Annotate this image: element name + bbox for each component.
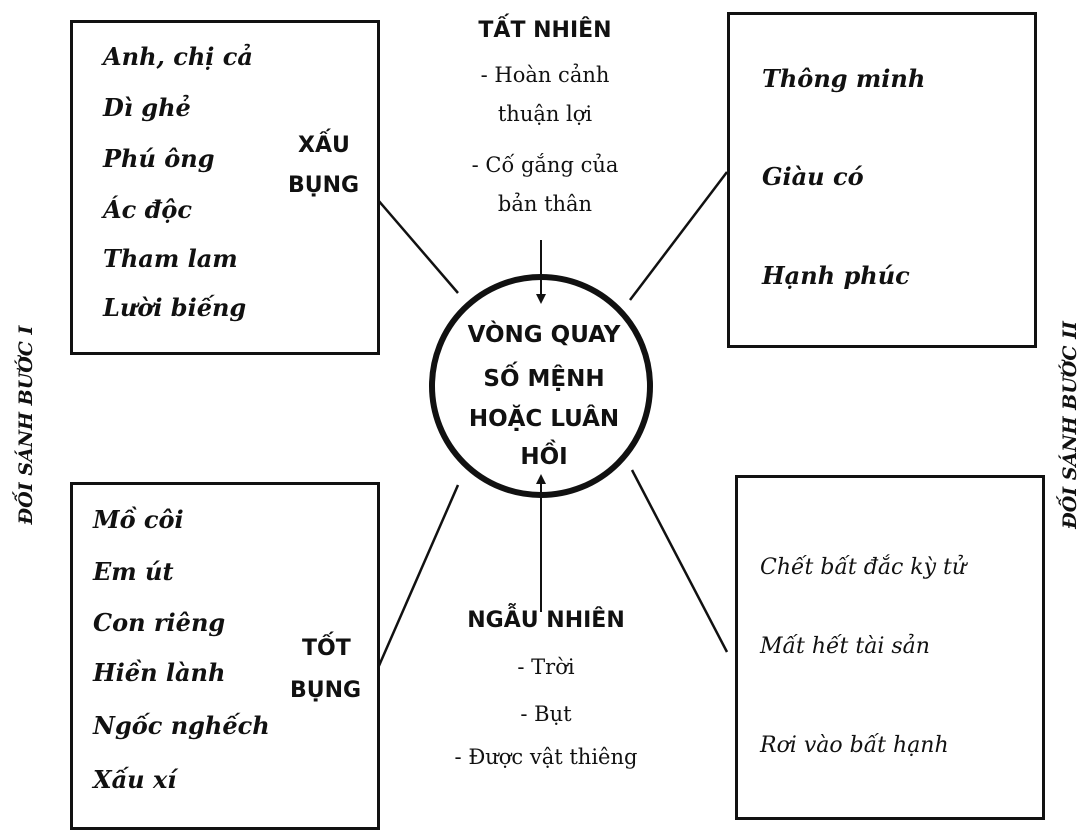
group-label: XẤU	[298, 133, 350, 158]
arrow-bottom-head	[536, 474, 546, 484]
list-item: Phú ông	[103, 144, 215, 173]
connector-bottom-left	[378, 485, 458, 668]
center-line: HOẶC LUÂN	[468, 406, 620, 432]
list-item: Em út	[93, 557, 174, 586]
group-label: BỤNG	[290, 678, 362, 703]
right-side-label: ĐỐI SÁNH BƯỚC II	[1059, 321, 1081, 529]
list-item: Lười biếng	[103, 293, 247, 322]
list-item: Thông minh	[762, 64, 926, 93]
top-center-line: thuận lợi	[497, 102, 593, 126]
list-item: Xấu xí	[93, 765, 177, 794]
list-item: Tham lam	[103, 244, 238, 273]
left-side-label: ĐỐI SÁNH BƯỚC I	[15, 325, 37, 525]
top-center-line: - Cố gắng của	[471, 153, 619, 177]
list-item: Giàu có	[762, 162, 864, 191]
list-item: Con riêng	[93, 608, 226, 637]
list-item: Hạnh phúc	[762, 261, 910, 290]
connector-bottom-right	[632, 470, 727, 652]
center-line: VÒNG QUAY	[467, 322, 621, 348]
center-line: SỐ MỆNH	[483, 366, 605, 392]
top-center-line: bản thân	[497, 192, 593, 216]
top-center-line: - Hoàn cảnh	[480, 63, 610, 87]
list-item: Ác độc	[103, 195, 192, 224]
group-label: TỐT	[302, 636, 351, 661]
arrow-top-head	[536, 294, 546, 304]
list-item: Mồ côi	[93, 505, 184, 534]
list-item: Anh, chị cả	[103, 42, 253, 71]
group-label: BỤNG	[288, 173, 360, 198]
bottom-center-title: NGẪU NHIÊN	[467, 608, 625, 633]
list-item: Rơi vào bất hạnh	[760, 733, 949, 758]
center-line: HỒI	[520, 444, 568, 470]
list-item: Chết bất đắc kỳ tử	[760, 555, 967, 580]
bottom-center-line: - Bụt	[520, 702, 572, 726]
list-item: Hiền lành	[93, 658, 226, 687]
list-item: Dì ghẻ	[103, 93, 191, 122]
list-item: Mất hết tài sản	[760, 634, 930, 659]
connector-top-left	[378, 200, 458, 293]
bottom-center-line: - Trời	[517, 655, 575, 679]
list-item: Ngốc nghếch	[93, 711, 270, 740]
bottom-center-line: - Được vật thiêng	[454, 745, 638, 769]
top-center-title: TẤT NHIÊN	[478, 18, 612, 43]
connector-top-right	[630, 172, 727, 300]
